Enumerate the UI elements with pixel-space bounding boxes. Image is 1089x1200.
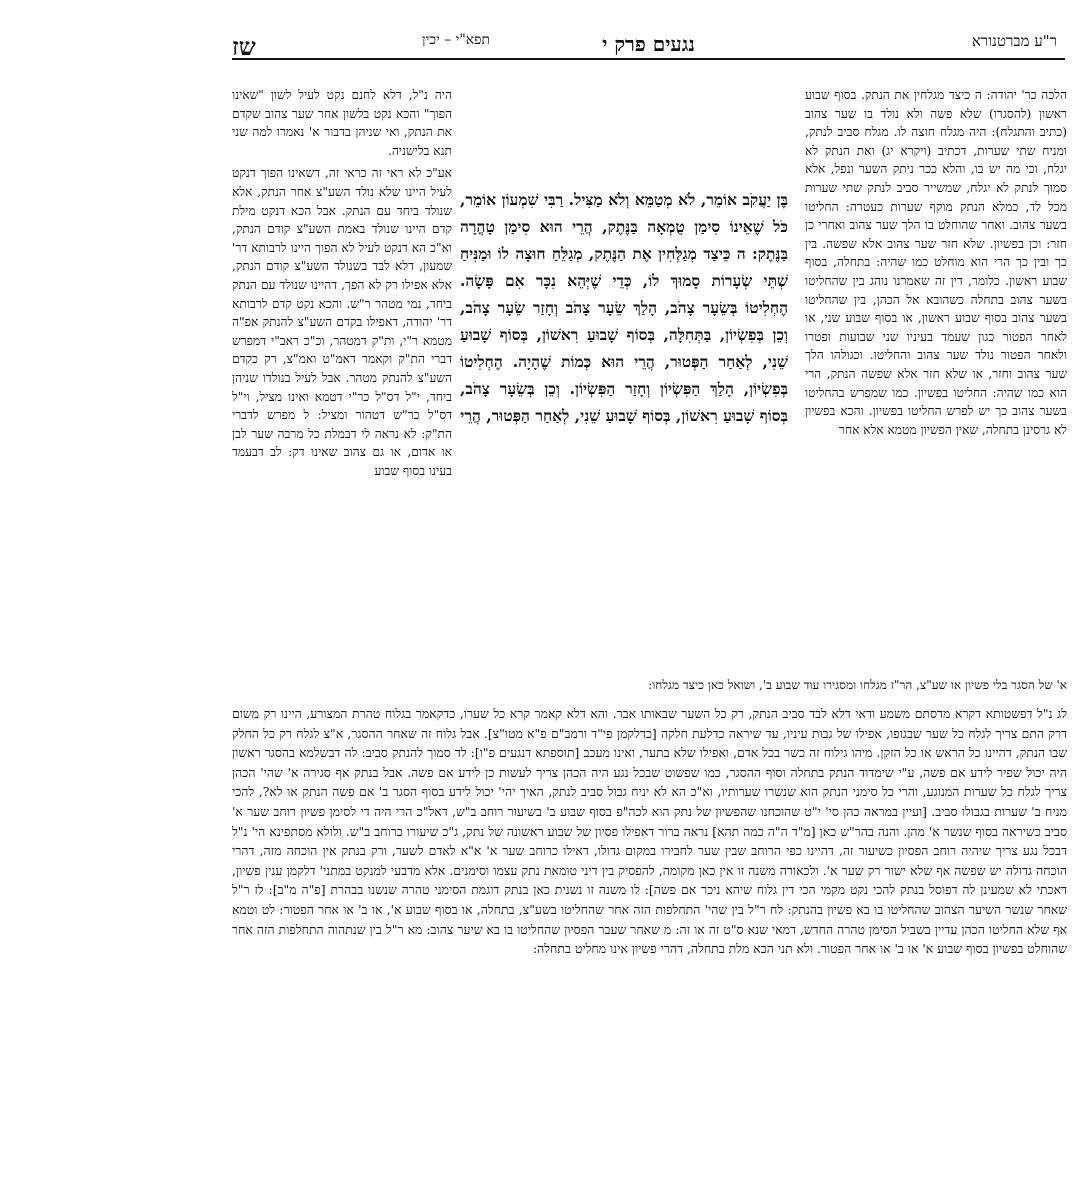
bartenura-text: הלכה כר' יהודה: ה כיצד מגלחין את הנתק. בסוף שבוע ראשון (להסגרו) שלא פשה ולא נולד בו שער צהוב (כתיב והתגלח): היה מגלח חוצה לו. מגלח סביב לנתק, ומניח שתי שערות, דכתיב (ויקרא יג) ואת הנתק לא יגלח, וכי מה יש בו, והלא ככר ניתק השער ונפל, אלא סמוך לנתק לא יגלח, שמשייר סביב לנתק שתי שערות מכל לד, כמלא הנתק מוקף שערות כעטרה: החליטו בשער צהוב. ואחר שהוחלט בו הלך שער צהוב ואחרי כן חזר: וכן בפשיון. שלא חזר שער צהוב אלא שפשה. בין כך ובין כך הרי הוא מוחלט כמו שהיה: בתחלה, בסוף שבוע ראשון. כלומר, דין זה שאמרנו נוהג בין שהחליטו בשער צהוב בתחלה כשהובא אל הכהן, בין שהחליטו בשער צהוב בסוף שבוע ראשון, או בסוף שבוע שני, או לאחר הפטור כגון שעמד בעיניו שני שבועות ופטרו ולאחר הפטור נולד שער צהוב והחליטו. וכגולהו הלך שער צהוב וחזר, או שלא חזר אלא שפשה הנתק, הרי הוא כמו שהיה: החליטו בפשיון. כמו שמפרש בהחליטו בשער צהוב כך יש לפרש החליטו בפשיון. והכא בפשיון לא גרסינן בתחלה, שאין הפשיון מטמא אלא אחר: [805, 88, 1067, 437]
commentary-name: ר"ע מברטנורא: [971, 32, 1057, 50]
mishnah-text: בֶּן יַעֲקֹב אוֹמֵר, לֹא מְטַמֵּא וְלֹא מַצִּיל. רַבִּי שִׁמְעוֹן אוֹמֵר, כֹּל שֶׁאֵינוֹ סִימַן טֻמְאָה בַּנֶּתֶק, הֲרֵי הוּא סִימַן טָהֳרָה בַּנֶּתֶק: ה כֵּיצַד מְגַלְּחִין אֶת הַנֶּתֶק, מְגַלֵּחַ חוּצָה לוֹ וּמַנִּיחַ שְׁתֵּי שְׂעָרוֹת סָמוּךְ לוֹ, כְּדֵי שֶׁיְּהֵא נִכָּר אִם פָּשָׂה. הֶחְלִיטוֹ בְּשֵׂעָר צָהֹב, הָלַךְ שֵׂעָר צָהֹב וְחָזַר שֵׂעָר צָהֹב, וְכֵן בְּפִשְׂיוֹן, בַּתְּחִלָּה, בְּסוֹף שָׁבוּעַ רִאשׁוֹן, בְּסוֹף שָׁבוּעַ שֵׁנִי, לְאַחַר הַפְּטוּר, הֲרֵי הוּא כְּמוֹת שֶׁהָיָה. הֶחְלִיטוֹ בְּפִשְׂיוֹן, הָלַךְ הַפִּשְׂיוֹן וְחָזַר הַפִּשְׂיוֹן. וְכֵן בְּשֵׂעָר צָהֹב, בְּסוֹף שָׁבוּעַ רִאשׁוֹן, בְּסוֹף שָׁבוּעַ שֵׁנִי, לְאַחַר הַפְּטוּר, הֲרֵי: [460, 190, 788, 425]
tiferet-text: אע"כ לא ראי זה כראי זה, דשאינו הפוך דנקט לעיל היינו שלא נולד השע"צ אחר הנתק, אלא שנולד ביחד עם הנתק. אבל הכא דנקט מילת קדם היינו שנולד באמת השע"צ קודם הנתק, וא"כ הא דנקט לעיל לא הפוך היינו לרבותא דר' שמעון, דלא לבד בשנולד השע"צ קודם הנתק, אלא אפילו רק לא הפך, דהיינו שנולד עם הנתק ביחד, נמי מטהר ר"ש. והכא נקט קדם לרבותא דר' יהודה, דאפילו בקדם השע"צ להנתק אפ"ה מטמא ר"י, ות"ק דמטהר, וכ"כ ראב"י דמפרש דברי הת"ק וקאמר דאמ"ט ואמ"צ, רק כקדם השע"צ להנתק מטהר. אבל לעיל בנולדו שניהן ביחד, י"ל דס"ל כר"י דטמא ואינו מציל, וי"ל דס"ל כר"ש דטהור ומציל: ל מפרש לדברי הת"ק: לא נראה לי דבמלת כל מרבה שער לבן או אדום, או גם צהוב שאינו דק: לב דבעמד בעינו בסוף שבוע: [232, 166, 452, 478]
page-header: [232, 30, 1065, 60]
commentary-continuation: [232, 664, 1067, 704]
mishnah-text-block: [460, 186, 788, 686]
tiferet-column: [232, 86, 452, 686]
strip-text: א' של הסגר בלי פשיון או שע"צ, הר"ז מגלחו ומסגירו עוד שבוע ב', ושואל כאן כיצד מגלחו:: [648, 678, 1067, 692]
tiferet-top-text: היה נ"ל, דלא לחנם נקט לעיל לשון "שאינו הפוך" והכא נקט בלשון אחר שער צהוב שקדם את הנתק, ואי שניהן בדבור א' נאמרו למה שני תנא בלישניה.: [232, 88, 452, 158]
header-range: תפא"י – יכין: [422, 32, 491, 48]
chapter-title: נגעים פרק י: [602, 32, 695, 56]
footnotes-text: לג נ"ל דפשטותא דקרא מדסתם משמע ודאי דלא לבד סביב הנתק, רק כל השער שבאותו אבר. והא דלא קאמר קרא כל שערו, כדקאמר בגלוח טהרת המצורע, היינו רק משום דרק התם צריך לגלח כל שער שבגופו, אפילו של גבות עיניו, עד שיראה כדלעת חלקה [כדלקמן פי"ד ורמב"ם פ"א מטו"צ]. אבל גלוח זה שאחר ההסגר, א"צ לגלח רק כל החלק שבו הנתק, דהיינו כל הראש או כל הזקן. מיהו גילוח זה כשר בכל אדם, ואפילו שלא בתער, ואינו מעכב [תוספתא דנגעים פ"ו]: לד סמוך להנתק סביב: לה דבשלמא בהסגר ראשון היה יכול שפיר לידע אם פשה, ע"י שימדוד הנתק בתחלה וסוף ההסגר, כמו שפשוט שבכל נגע היה הכהן צריך לעשות כן לידע אם פשה. אבל בנתק אף סגירה א' שהי' הכהן צריך לגלח כל שערות המנוגע, והרי כל סימני הנתק הוא שנשרו שערותיו, וא"כ הא לא יניח גבול סביב לנתק, האיך יהי' יכול לידע בסוף הסגר ב' אם פשה הנתק או לא?, להכי מניח ב' שערות בגבולו סביב. [ועיין במראה כהן סי' י"ט שהוכחנו שהפשיון של נתק הוא לכה"פ בסוף שבוע ב' בשיעור רוחב ב"ש, דאל"כ הרי היה די לסימן פשיון רוחב שער א' סביב כשיראה בסוף שנשר א' מהן. והנה בהר"ש כאן [מ"ד ה"ה כמה תהא] נראה ברור דאפילו פסיון של שבוע ראשונה של נתק, ג"כ שיעורו כרוחב ב"ש. ולולא מסתפינא הי' נ"ל דבכל נגע צריך שיהיה רוחב הפסיון כשיעור זה, דהיינו כפי הרוחב שבין שער לחבירו במקום גדולו, דאילו כרוחב שער א' א"א לאדם לשער, ורק בנתק אין הוכחה מזה, דהרי הוכחה גדולה יש שפשה אף שלא ישור רק שער א'. ולכאורה משנה זו אין כאן מקומה, להפסיק בין דיני טומאת נתק עצמו וסימנים. אלא מדבעי למנקט במתני' דלקמן ענין פשיון, דאכתי לא שמעינן לה דפוסל בנתק להכי נקט מקמי הכי דין גלוח שיהא ניכר אם פשה]: לו משנה זו נשנית כאן בנתק דוגמת הסימני טהרה שנשנו בבהרת [פ"ה מ"ב]: לז ר"ל שאחר שנשר השיער הצהוב שהחליטו בו בא פשיון בהנתק: לח ר"ל בין שהי' התחלפות הזה אחר שהחליטו בשע"צ, בתחלה, או בסוף שבוע א', או ב' או אחר הפטור: לט וטמא אף שלא החליטו הכהן עדיין בשביל הסימן טהרה החדש, דמאי שנא ס"ט זה או זה: מ שאחר שעבר הפסיון שהחליטו בו בא שיער צהוב: מא ר"ל בין שנתהוה התחלפות הזה אחר שהוחלט בפשיון בסוף שבוע א' או ב' או אחר הפטור. ולא תני הכא מלת בתחלה, דהרי פשיון אינו מחליט בתחלה:: [232, 706, 1067, 957]
bartenura-column: [805, 86, 1067, 686]
page-number: שז: [232, 32, 256, 61]
footnotes-block: [232, 704, 1067, 1160]
